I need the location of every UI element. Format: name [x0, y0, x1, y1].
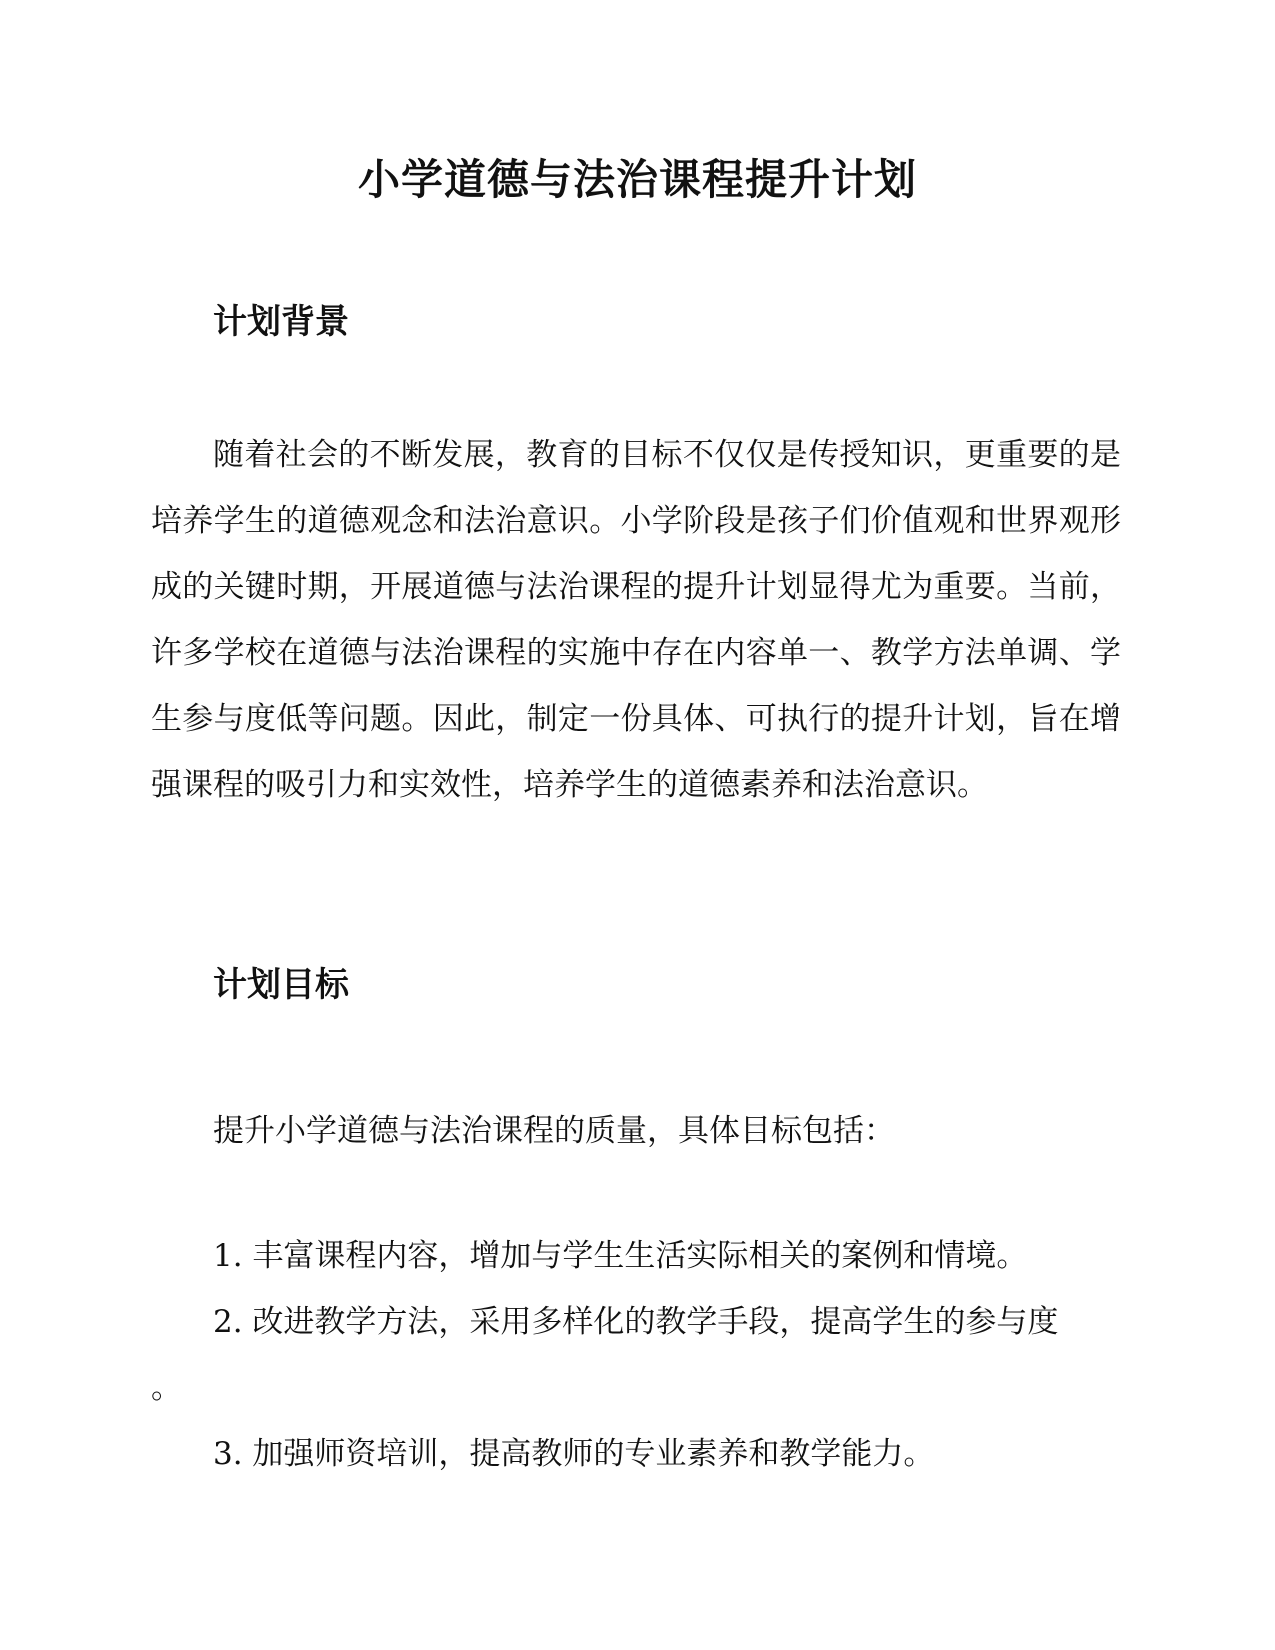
- list-item: [151, 1421, 1121, 1487]
- document-title: 小学道德与法治课程提升计划: [357, 155, 917, 204]
- background-paragraph: 随着社会的不断发展，教育的目标不仅仅是传授知识，更重要的是培养学生的道德观念和法治意识。小学阶段是孩子们价值观和世界观形成的关键时期，开展道德与法治课程的提升计划显得尤为重要。当前，许多学校在道德与法治课程的实施中存在内容单一、教学方法单调、学生参与度低等问题。因此，制定一份具体、可执行的提升计划，旨在增强课程的吸引力和实效性，培养学生的道德素养和法治意识。: [151, 437, 1121, 803]
- list-item-wrapped-punctuation: 。: [151, 1370, 182, 1406]
- goals-intro-paragraph: 提升小学道德与法治课程的质量，具体目标包括：: [213, 1113, 895, 1149]
- section-heading-goals: 计划目标: [213, 965, 349, 1005]
- list-item-text: 3. 加强师资培训，提高教师的专业素养和教学能力。: [213, 1436, 935, 1472]
- section-heading-background: 计划背景: [213, 302, 349, 342]
- list-item-text: 1. 丰富课程内容，增加与学生生活实际相关的案例和情境。: [213, 1238, 1028, 1274]
- list-item: [151, 1289, 1121, 1421]
- list-item-text: 2. 改进教学方法，采用多样化的教学手段，提高学生的参与度: [213, 1304, 1059, 1340]
- list-item: [151, 1223, 1121, 1289]
- goals-list: [151, 1223, 1121, 1487]
